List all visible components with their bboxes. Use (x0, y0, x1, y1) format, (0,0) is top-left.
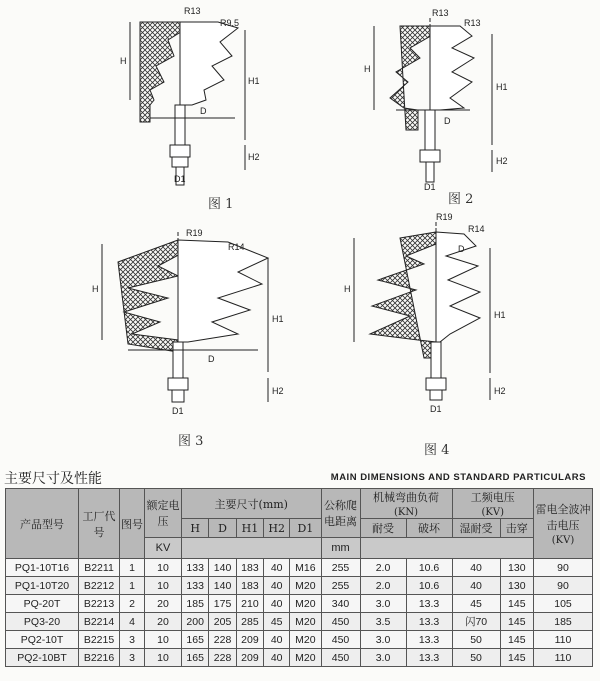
cell-d: 140 (209, 577, 236, 595)
cell-withstand: 3.0 (360, 631, 406, 649)
header-rated-voltage: 额定电压 (145, 489, 182, 538)
label-d: D (200, 106, 207, 116)
cell-h2: 45 (264, 613, 290, 631)
cell-failure: 13.3 (406, 649, 452, 667)
cell-h1: 209 (236, 649, 263, 667)
cell-rated-voltage: 10 (145, 631, 182, 649)
cell-puncture: 130 (500, 559, 533, 577)
cell-d: 205 (209, 613, 236, 631)
cell-h: 133 (182, 559, 209, 577)
cell-h: 165 (182, 649, 209, 667)
label-d: D (458, 244, 465, 254)
header-dims: 主要尺寸(mm) (182, 489, 322, 519)
cell-figure: 4 (120, 613, 145, 631)
label-d1: D1 (430, 404, 442, 414)
label-h: H (120, 56, 127, 66)
cell-h1: 183 (236, 559, 263, 577)
cell-wet-withstand: 50 (452, 631, 500, 649)
figure-3 (88, 222, 288, 422)
cell-figure: 1 (120, 577, 145, 595)
label-h2: H2 (496, 156, 508, 166)
label-h: H (92, 284, 99, 294)
cell-impulse: 90 (534, 577, 593, 595)
cell-d1: M20 (290, 595, 321, 613)
cell-h: 165 (182, 631, 209, 649)
header-mech-title: 机械弯曲负荷 (373, 491, 440, 504)
cell-d: 140 (209, 559, 236, 577)
cell-withstand: 3.0 (360, 649, 406, 667)
cell-model: PQ2-10T (6, 631, 79, 649)
header-impulse-title: 雷电全波冲击电压 (535, 503, 591, 532)
label-h1: H1 (496, 82, 508, 92)
header-h2: H2 (264, 519, 290, 538)
header-figure: 图号 (120, 489, 145, 559)
header-wet-withstand: 湿耐受 (452, 519, 500, 538)
label-d1: D1 (174, 174, 186, 184)
cell-impulse: 90 (534, 559, 593, 577)
label-h: H (364, 64, 371, 74)
cell-puncture: 130 (500, 577, 533, 595)
cell-rated-voltage: 20 (145, 595, 182, 613)
table-row (6, 559, 593, 577)
cell-h1: 209 (236, 631, 263, 649)
cell-creepage: 450 (321, 649, 360, 667)
cell-puncture: 145 (500, 595, 533, 613)
cell-h2: 40 (264, 559, 290, 577)
cell-puncture: 145 (500, 613, 533, 631)
header-pf (452, 489, 533, 519)
cell-d1: M20 (290, 613, 321, 631)
label-r-top: R19 (436, 212, 453, 222)
header-creepage: 公称爬电距离 (321, 489, 360, 538)
label-d1: D1 (424, 182, 436, 192)
cell-creepage: 340 (321, 595, 360, 613)
label-d: D (208, 354, 215, 364)
cell-wet-withstand: 40 (452, 559, 500, 577)
cell-wet-withstand: 40 (452, 577, 500, 595)
cell-factory-code: B2215 (79, 631, 120, 649)
cell-model: PQ3-20 (6, 613, 79, 631)
cell-h: 133 (182, 577, 209, 595)
label-h1: H1 (272, 314, 284, 324)
cell-d1: M16 (290, 559, 321, 577)
header-pf-unit: (KV) (481, 507, 505, 518)
label-d: D (444, 116, 451, 126)
cell-rated-voltage: 10 (145, 559, 182, 577)
cell-factory-code: B2216 (79, 649, 120, 667)
figure-1-caption: 图 1 (208, 197, 234, 212)
header-h1: H1 (236, 519, 263, 538)
cell-withstand: 3.5 (360, 613, 406, 631)
cell-creepage: 450 (321, 631, 360, 649)
header-loads-spacer (360, 538, 533, 559)
cell-h2: 40 (264, 631, 290, 649)
figure-4 (340, 208, 510, 418)
table-row (6, 631, 593, 649)
label-h: H (344, 284, 351, 294)
header-d1: D1 (290, 519, 321, 538)
label-h2: H2 (494, 386, 506, 396)
cell-puncture: 145 (500, 631, 533, 649)
header-factory-code: 工厂代号 (79, 489, 120, 559)
header-mech (360, 489, 452, 519)
table-row (6, 613, 593, 631)
cell-d1: M20 (290, 577, 321, 595)
cell-factory-code: B2211 (79, 559, 120, 577)
insulator-drawing-4 (340, 208, 510, 418)
cell-d: 175 (209, 595, 236, 613)
cell-creepage: 255 (321, 559, 360, 577)
label-h1: H1 (248, 76, 260, 86)
cell-figure: 2 (120, 595, 145, 613)
label-h1: H1 (494, 310, 506, 320)
label-r-top: R13 (432, 8, 449, 18)
cell-factory-code: B2213 (79, 595, 120, 613)
table-row (6, 595, 593, 613)
header-puncture: 击穿 (500, 519, 533, 538)
cell-failure: 10.6 (406, 559, 452, 577)
insulator-drawing-1 (110, 0, 270, 195)
figure-2-caption: 图 2 (448, 192, 474, 207)
cell-h: 185 (182, 595, 209, 613)
label-d1: D1 (172, 406, 184, 416)
cell-impulse: 110 (534, 649, 593, 667)
section-title-cn: 主要尺寸及性能 (4, 471, 102, 487)
header-rated-voltage-unit: KV (145, 538, 182, 559)
cell-withstand: 2.0 (360, 559, 406, 577)
cell-failure: 13.3 (406, 595, 452, 613)
cell-h2: 40 (264, 595, 290, 613)
insulator-drawing-3 (88, 222, 288, 422)
cell-rated-voltage: 20 (145, 613, 182, 631)
header-creepage-unit: mm (321, 538, 360, 559)
cell-d1: M20 (290, 631, 321, 649)
cell-h1: 210 (236, 595, 263, 613)
cell-figure: 1 (120, 559, 145, 577)
cell-d1: M20 (290, 649, 321, 667)
cell-impulse: 105 (534, 595, 593, 613)
header-dims-spacer (182, 538, 322, 559)
cell-model: PQ-20T (6, 595, 79, 613)
cell-h: 200 (182, 613, 209, 631)
cell-withstand: 2.0 (360, 577, 406, 595)
label-r-side: R9.5 (220, 18, 240, 28)
header-impulse-unit: (KV) (551, 535, 575, 546)
cell-puncture: 145 (500, 649, 533, 667)
table-row (6, 649, 593, 667)
cell-factory-code: B2212 (79, 577, 120, 595)
cell-rated-voltage: 10 (145, 577, 182, 595)
figure-1 (110, 0, 270, 195)
cell-d: 228 (209, 631, 236, 649)
figure-3-caption: 图 3 (178, 434, 204, 449)
label-h2: H2 (248, 152, 260, 162)
cell-h1: 285 (236, 613, 263, 631)
label-r-side: R14 (468, 224, 485, 234)
cell-creepage: 450 (321, 613, 360, 631)
header-model: 产品型号 (6, 489, 79, 559)
cell-d: 228 (209, 649, 236, 667)
cell-figure: 3 (120, 649, 145, 667)
figure-4-caption: 图 4 (424, 443, 450, 458)
cell-factory-code: B2214 (79, 613, 120, 631)
cell-figure: 3 (120, 631, 145, 649)
cell-h1: 183 (236, 577, 263, 595)
cell-wet-withstand: 50 (452, 649, 500, 667)
cell-failure: 10.6 (406, 577, 452, 595)
header-impulse (534, 489, 593, 559)
header-failure: 破坏 (406, 519, 452, 538)
label-r-top: R13 (184, 6, 201, 16)
header-withstand: 耐受 (360, 519, 406, 538)
cell-model: PQ1-10T20 (6, 577, 79, 595)
label-r-side: R14 (228, 242, 245, 252)
cell-failure: 13.3 (406, 613, 452, 631)
label-r-side: R13 (464, 18, 481, 28)
cell-h2: 40 (264, 577, 290, 595)
table-row (6, 577, 593, 595)
figure-2 (360, 0, 520, 195)
header-mech-unit: (KN) (394, 507, 419, 518)
cell-rated-voltage: 10 (145, 649, 182, 667)
spec-table (5, 488, 593, 667)
cell-impulse: 110 (534, 631, 593, 649)
cell-wet-withstand: 闪70 (452, 613, 500, 631)
cell-h2: 40 (264, 649, 290, 667)
cell-impulse: 185 (534, 613, 593, 631)
header-h: H (182, 519, 209, 538)
cell-model: PQ1-10T16 (6, 559, 79, 577)
section-title-en: MAIN DIMENSIONS AND STANDARD PARTICULARS (330, 472, 586, 483)
header-d: D (209, 519, 236, 538)
insulator-drawing-2 (360, 0, 520, 195)
label-h2: H2 (272, 386, 284, 396)
cell-model: PQ2-10BT (6, 649, 79, 667)
cell-creepage: 255 (321, 577, 360, 595)
cell-withstand: 3.0 (360, 595, 406, 613)
label-r-top: R19 (186, 228, 203, 238)
header-pf-title: 工频电压 (470, 491, 515, 504)
spec-table-body (6, 559, 593, 667)
cell-wet-withstand: 45 (452, 595, 500, 613)
cell-failure: 13.3 (406, 631, 452, 649)
